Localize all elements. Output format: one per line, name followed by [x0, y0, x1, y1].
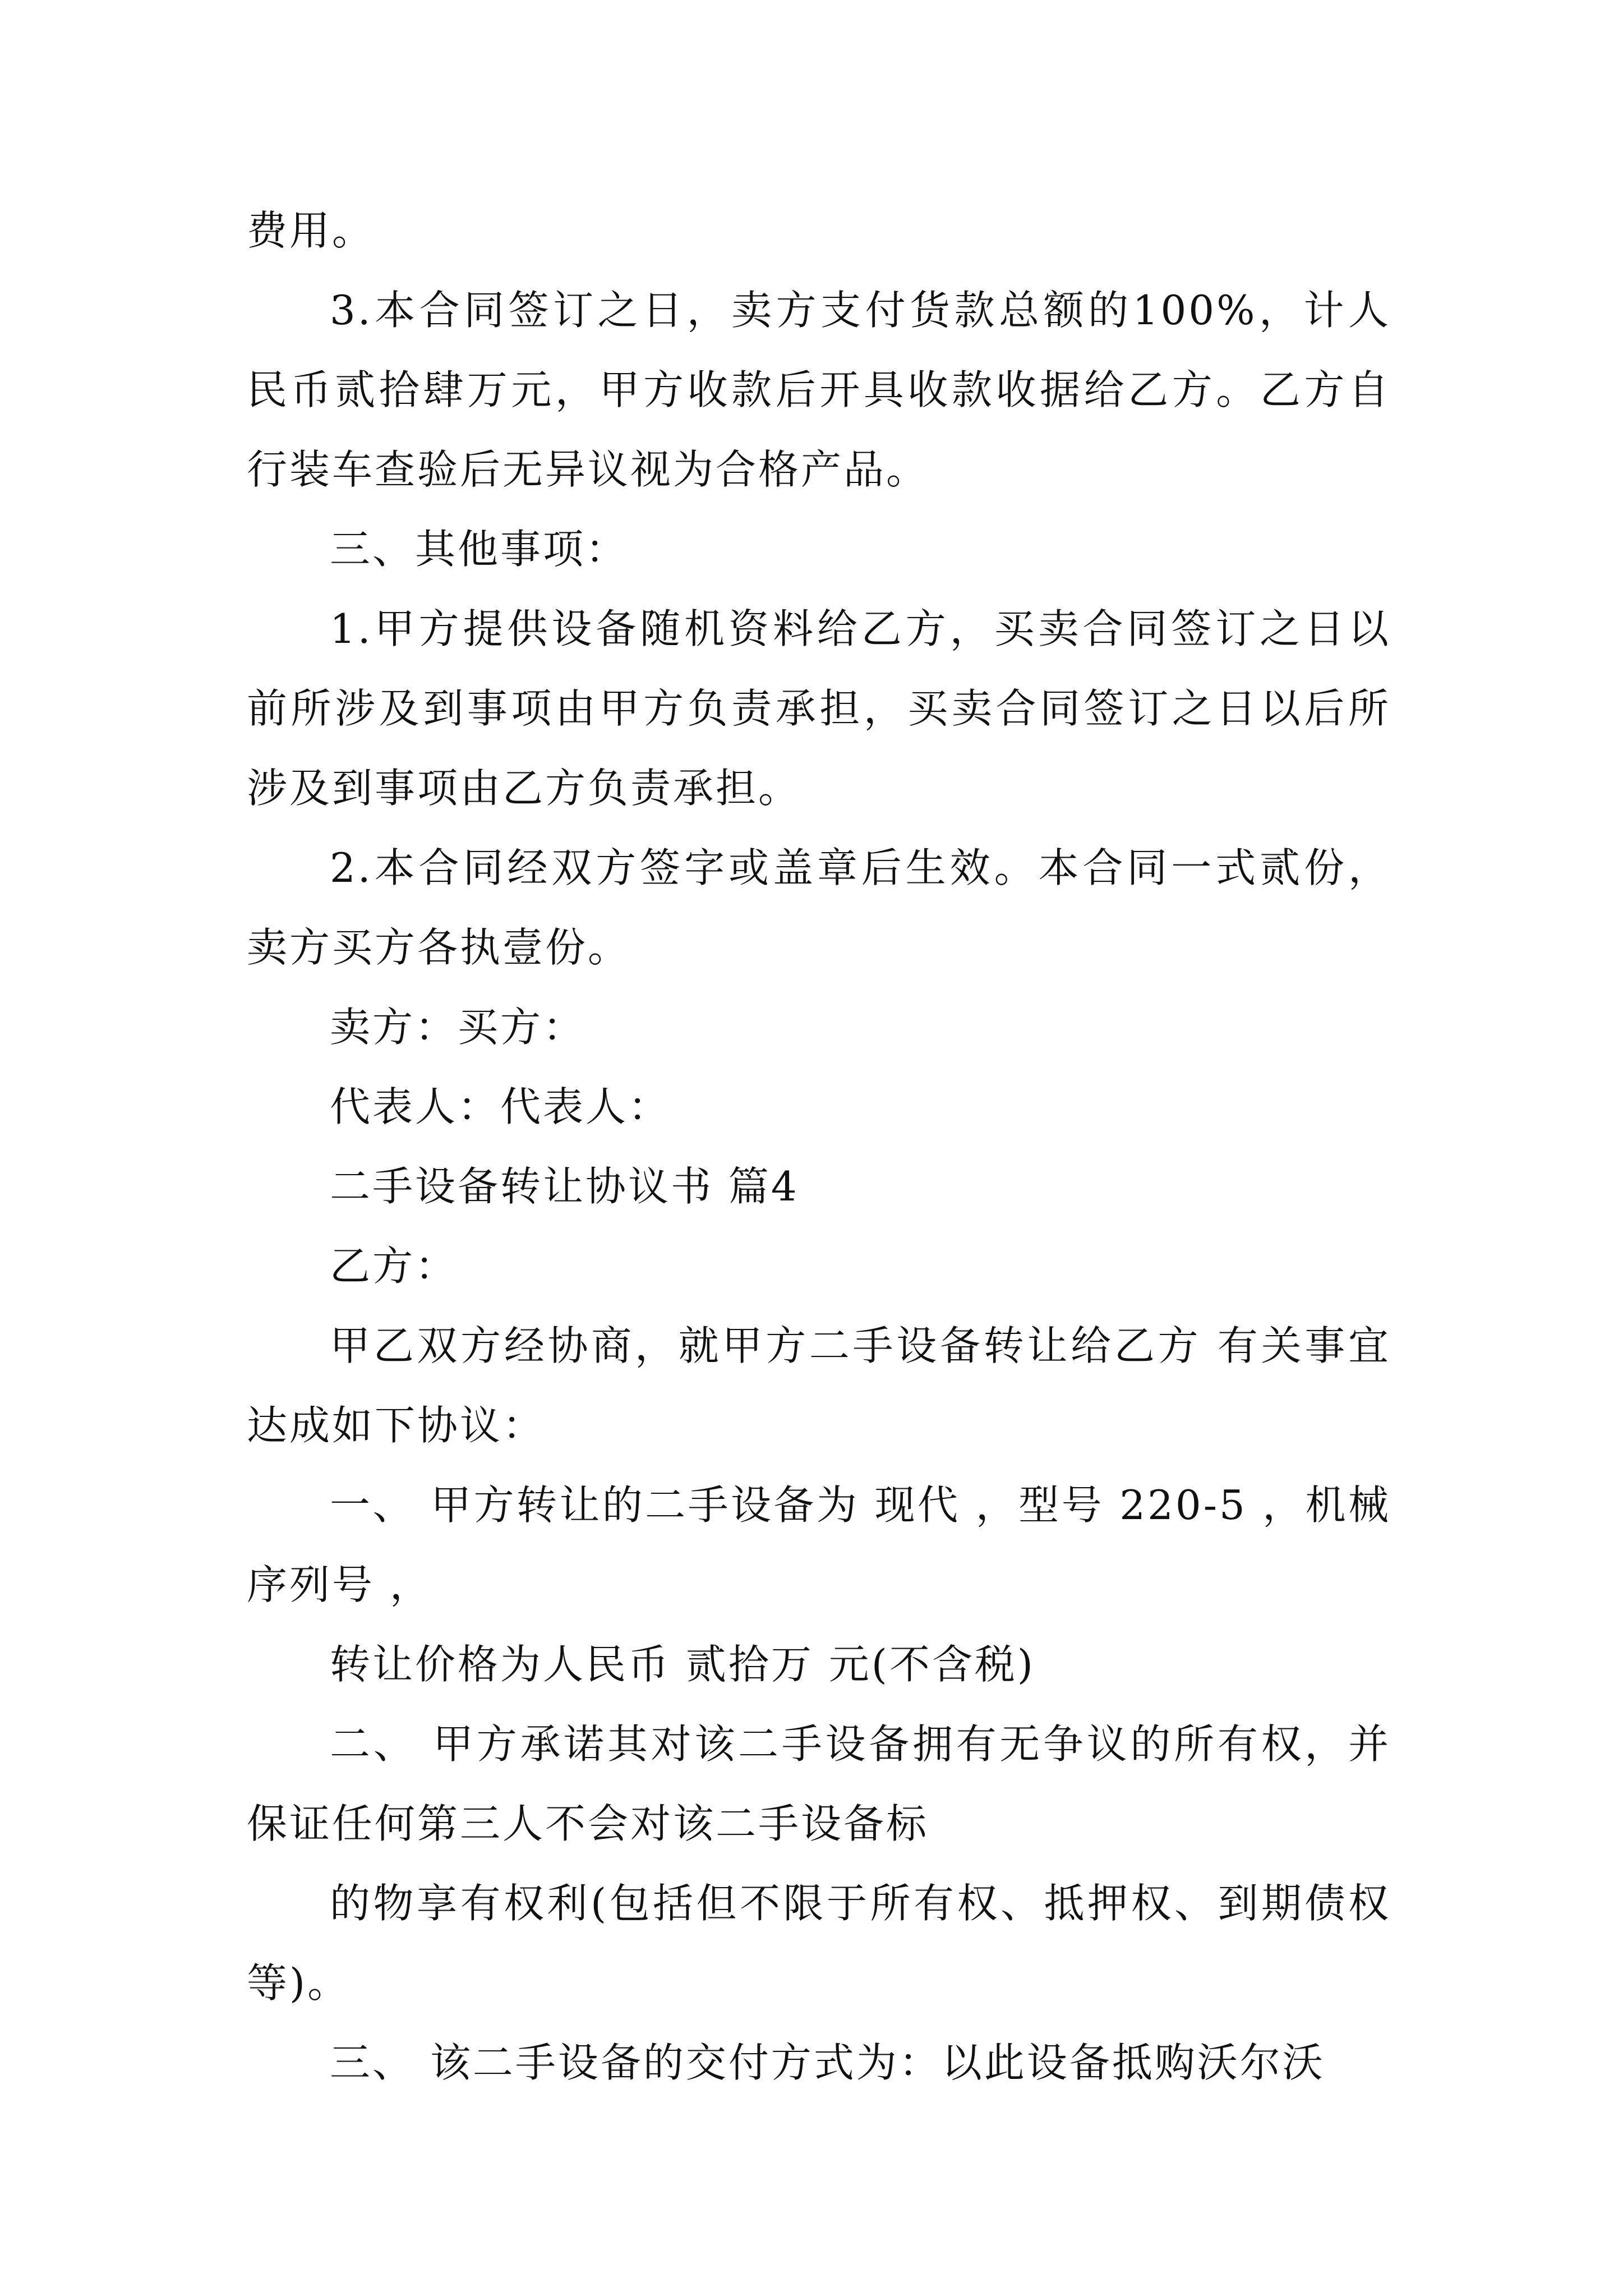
agreement-title: 二手设备转让协议书 篇4 — [330, 1163, 799, 1210]
clause-2: 二、 甲方承诺其对该二手设备拥有无争议的所有权，并保证任何第三人不会对该二手设备标 — [247, 1720, 1391, 1847]
party-b-line: 乙方： — [330, 1243, 458, 1290]
document-body — [247, 191, 1391, 2102]
section-heading: 三、其他事项： — [330, 526, 629, 573]
signature-representatives: 代表人：代表人： — [330, 1083, 671, 1130]
clause-1: 一、 甲方转让的二手设备为 现代 ，型号 220-5 ，机械序列号 ， — [247, 1481, 1391, 1608]
clause-3: 三、 该二手设备的交付方式为：以此设备抵购沃尔沃 — [330, 2039, 1325, 2086]
transfer-price: 转让价格为人民币 贰拾万 元(不含税) — [330, 1641, 1035, 1688]
paragraph: 2.本合同经双方签字或盖章后生效。本合同一式贰份，卖方买方各执壹份。 — [247, 844, 1391, 971]
paragraph: 甲乙双方经协商，就甲方二手设备转让给乙方 有关事宜达成如下协议： — [247, 1322, 1391, 1449]
paragraph: 费用。 — [247, 207, 375, 254]
signature-parties: 卖方：买方： — [330, 1004, 586, 1051]
clause-2-continued: 的物享有权利(包括但不限于所有权、抵押权、到期债权等)。 — [247, 1880, 1391, 2007]
paragraph: 3.本合同签订之日，卖方支付货款总额的100%，计人民币贰拾肆万元，甲方收款后开具收款收据给乙方。乙方自行装车查验后无异议视为合格产品。 — [247, 287, 1391, 493]
paragraph: 1.甲方提供设备随机资料给乙方，买卖合同签订之日以前所涉及到事项由甲方负责承担，买卖合同签订之日以后所涉及到事项由乙方负责承担。 — [247, 605, 1391, 812]
